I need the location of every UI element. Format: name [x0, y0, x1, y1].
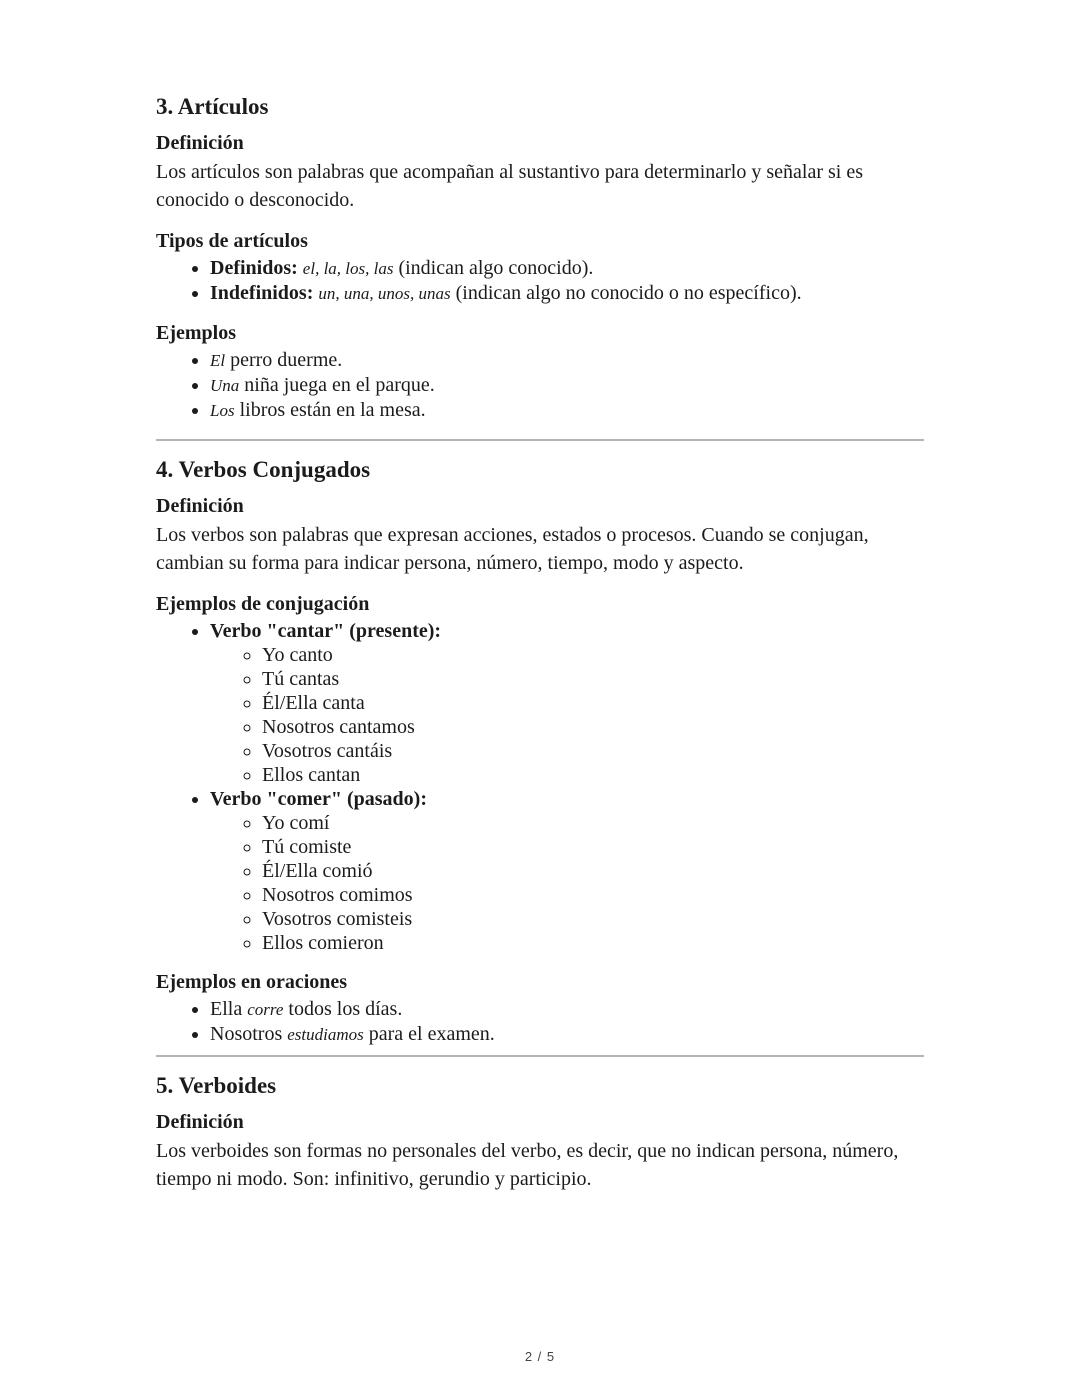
definition-text: Los verbos son palabras que expresan acciones, estados o procesos. Cuando se conjugan, cambian su forma para indicar persona, número, tiempo, modo y aspecto.	[156, 524, 869, 574]
conjugation-form	[262, 691, 924, 715]
form-text: Nosotros comimos	[262, 884, 413, 906]
example-text: niña juega en el parque.	[244, 374, 435, 396]
section-divider	[156, 439, 924, 441]
conjugation-form	[262, 859, 924, 883]
form-text: Yo canto	[262, 644, 333, 666]
example-item	[210, 348, 924, 373]
conjugation-form	[262, 763, 924, 787]
definition-text: Los verboides son formas no personales del verbo, es decir, que no indican persona, número, tiempo ni modo. Son: infinitivo, gerundio y participio.	[156, 1140, 899, 1190]
form-text: Vosotros comisteis	[262, 908, 413, 930]
section-divider	[156, 1055, 924, 1057]
form-text: Él/Ella canta	[262, 692, 365, 714]
term-description: (indican algo no conocido o no específico).	[455, 282, 802, 304]
example-text: libros están en la mesa.	[239, 399, 426, 421]
conjugation-form	[262, 907, 924, 931]
subheading-ejemplos: Ejemplos	[156, 322, 236, 344]
subheading-ejemplos-oraciones: Ejemplos en oraciones	[156, 971, 348, 993]
section-title-articulos: 3. Artículos	[156, 94, 269, 119]
ejemplos-list	[156, 348, 924, 423]
term-examples: el, la, los, las	[302, 259, 394, 278]
form-text: Nosotros cantamos	[262, 716, 415, 738]
section-articulos	[156, 92, 924, 423]
section-verbos-conjugados	[156, 455, 924, 1047]
verb-group-comer	[210, 787, 924, 955]
term-description: (indican algo conocido).	[398, 257, 594, 279]
definition-text: Los artículos son palabras que acompañan al sustantivo para determinarlo y señalar si es conocido o desconocido.	[156, 161, 863, 211]
example-article: El	[210, 351, 226, 370]
conjugation-form	[262, 931, 924, 955]
oraciones-list	[156, 997, 924, 1047]
subheading-definicion: Definición	[156, 1111, 244, 1133]
conjugation-forms	[210, 811, 924, 955]
conjugation-form	[262, 643, 924, 667]
sentence-rest: todos los días.	[288, 998, 403, 1020]
form-text: Vosotros cantáis	[262, 740, 393, 762]
form-text: Tú cantas	[262, 668, 340, 690]
section-title-verboides: 5. Verboides	[156, 1073, 277, 1098]
term-examples: un, una, unos, unas	[318, 284, 451, 303]
conjugation-list	[156, 619, 924, 955]
form-text: Yo comí	[262, 812, 330, 834]
subheading-tipos-de-articulos: Tipos de artículos	[156, 230, 308, 252]
list-item-indefinidos	[210, 281, 924, 306]
conjugation-form	[262, 739, 924, 763]
page-number: 2 / 5	[524, 1349, 556, 1364]
example-item	[210, 373, 924, 398]
form-text: Tú comiste	[262, 836, 352, 858]
sentence-item	[210, 1022, 924, 1047]
example-article: Una	[210, 376, 240, 395]
sentence-verb: corre	[247, 1000, 284, 1019]
term-label: Indefinidos:	[210, 282, 314, 304]
conjugation-form	[262, 835, 924, 859]
conjugation-form	[262, 715, 924, 739]
example-text: perro duerme.	[230, 349, 343, 371]
sentence-verb: estudiamos	[287, 1025, 364, 1044]
verb-group-cantar	[210, 619, 924, 787]
example-article: Los	[210, 401, 235, 420]
sentence-start: Nosotros	[210, 1023, 283, 1045]
sentence-item	[210, 997, 924, 1022]
tipos-list	[156, 256, 924, 306]
conjugation-forms	[210, 643, 924, 787]
form-text: Él/Ella comió	[262, 860, 373, 882]
list-item-definidos	[210, 256, 924, 281]
conjugation-form	[262, 811, 924, 835]
subheading-ejemplos-conjugacion: Ejemplos de conjugación	[156, 593, 370, 615]
verb-group-label: Verbo "cantar" (presente):	[210, 620, 442, 642]
form-text: Ellos cantan	[262, 764, 361, 786]
sentence-rest: para el examen.	[368, 1023, 495, 1045]
term-label: Definidos:	[210, 257, 298, 279]
form-text: Ellos comieron	[262, 932, 384, 954]
subheading-definicion: Definición	[156, 495, 244, 517]
document-page	[156, 92, 924, 1193]
section-title-verbos-conjugados: 4. Verbos Conjugados	[156, 457, 371, 482]
conjugation-form	[262, 883, 924, 907]
sentence-start: Ella	[210, 998, 243, 1020]
conjugation-form	[262, 667, 924, 691]
verb-group-label: Verbo "comer" (pasado):	[210, 788, 427, 810]
section-verboides	[156, 1071, 924, 1193]
example-item	[210, 398, 924, 423]
subheading-definicion: Definición	[156, 132, 244, 154]
